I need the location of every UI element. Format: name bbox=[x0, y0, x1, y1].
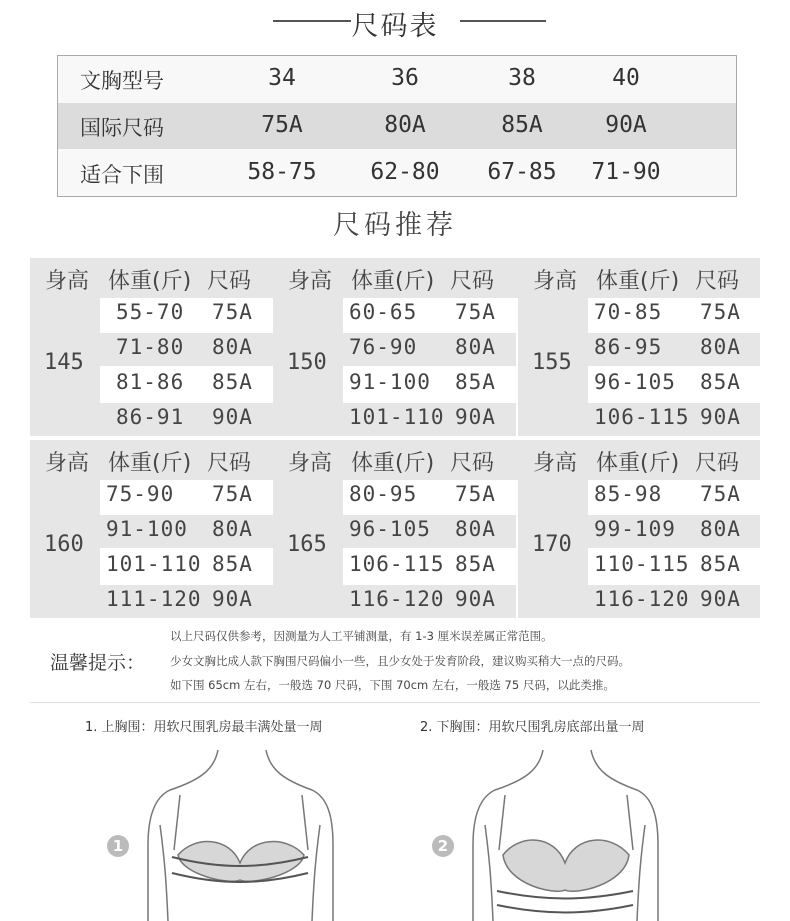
size-value: 80A bbox=[700, 335, 741, 359]
measure-step-lower: 2. 下胸围：用软尺围乳房底部出量一周 bbox=[420, 720, 645, 735]
table-row bbox=[588, 403, 760, 436]
size-value: 90A bbox=[212, 405, 253, 429]
table-row bbox=[343, 403, 516, 436]
tip-line: 以上尺码仅供参考，因测量为人工平铺测量，有 1-3 厘米误差属正常范围。 bbox=[170, 629, 553, 643]
weight-range: 101-110 bbox=[349, 405, 445, 429]
table-row bbox=[343, 585, 516, 618]
table-cell: 80A bbox=[384, 112, 426, 138]
table-cell: 40 bbox=[612, 65, 640, 91]
weight-range: 75-90 bbox=[106, 482, 175, 506]
table-cell: 85A bbox=[501, 112, 543, 138]
weight-range: 70-85 bbox=[594, 300, 663, 324]
step-badge-1: 1 bbox=[107, 835, 129, 857]
size-chart-row bbox=[58, 150, 736, 196]
weight-range: 81-86 bbox=[116, 370, 185, 394]
header-height: 身高 bbox=[45, 451, 90, 476]
header-size: 尺码 bbox=[695, 269, 740, 294]
step-badge-2: 2 bbox=[432, 835, 454, 857]
size-value: 90A bbox=[455, 405, 496, 429]
weight-range: 60-65 bbox=[349, 300, 418, 324]
table-row bbox=[343, 515, 516, 548]
height-value: 160 bbox=[44, 532, 84, 557]
weight-range: 86-91 bbox=[116, 405, 185, 429]
under-bust-illustration bbox=[465, 745, 665, 921]
table-cell: 58-75 bbox=[247, 159, 317, 185]
weight-range: 76-90 bbox=[349, 335, 418, 359]
header-weight: 体重(斤) bbox=[596, 451, 680, 476]
measure-step-upper: 1. 上胸围：用软尺围乳房最丰满处量一周 bbox=[85, 720, 323, 735]
height-value: 165 bbox=[287, 532, 327, 557]
header-weight: 体重(斤) bbox=[108, 269, 192, 294]
weight-range: 116-120 bbox=[349, 587, 445, 611]
size-value: 75A bbox=[212, 482, 253, 506]
table-row bbox=[100, 333, 273, 366]
height-cell bbox=[273, 480, 343, 618]
size-value: 80A bbox=[212, 335, 253, 359]
table-row bbox=[343, 333, 516, 366]
header-weight: 体重(斤) bbox=[596, 269, 680, 294]
table-row bbox=[588, 585, 760, 618]
size-value: 75A bbox=[212, 300, 253, 324]
table-row bbox=[100, 550, 273, 583]
header-weight: 体重(斤) bbox=[351, 451, 435, 476]
table-row bbox=[100, 403, 273, 436]
size-value: 85A bbox=[700, 370, 741, 394]
weight-range: 99-109 bbox=[594, 517, 676, 541]
height-cell bbox=[273, 298, 343, 436]
header-weight: 体重(斤) bbox=[108, 451, 192, 476]
table-row bbox=[588, 515, 760, 548]
table-row bbox=[588, 480, 760, 513]
table-cell: 71-90 bbox=[591, 159, 661, 185]
table-row bbox=[588, 368, 760, 401]
size-value: 80A bbox=[455, 335, 496, 359]
header-row bbox=[30, 258, 760, 298]
height-value: 170 bbox=[532, 532, 572, 557]
weight-range: 85-98 bbox=[594, 482, 663, 506]
size-value: 90A bbox=[212, 587, 253, 611]
table-row bbox=[588, 550, 760, 583]
size-value: 85A bbox=[212, 370, 253, 394]
size-value: 90A bbox=[700, 587, 741, 611]
title-line-right bbox=[460, 20, 546, 22]
size-value: 75A bbox=[700, 300, 741, 324]
size-value: 85A bbox=[455, 552, 496, 576]
size-value: 75A bbox=[455, 482, 496, 506]
size-value: 85A bbox=[212, 552, 253, 576]
height-cell bbox=[30, 480, 100, 618]
table-row bbox=[100, 480, 273, 513]
height-value: 145 bbox=[44, 350, 84, 375]
weight-range: 91-100 bbox=[349, 370, 431, 394]
weight-range: 116-120 bbox=[594, 587, 690, 611]
header-height: 身高 bbox=[288, 451, 333, 476]
tip-line: 如下围 65cm 左右，一般选 70 尺码，下围 70cm 左右，一般选 75 尺码，以此类推。 bbox=[170, 678, 615, 692]
size-value: 75A bbox=[455, 300, 496, 324]
header-size: 尺码 bbox=[695, 451, 740, 476]
page-title: 尺码表 bbox=[351, 11, 439, 42]
weight-range: 96-105 bbox=[594, 370, 676, 394]
height-value: 150 bbox=[287, 350, 327, 375]
header-size: 尺码 bbox=[207, 451, 252, 476]
header-size: 尺码 bbox=[207, 269, 252, 294]
weight-range: 96-105 bbox=[349, 517, 431, 541]
height-value: 155 bbox=[532, 350, 572, 375]
height-cell bbox=[30, 298, 100, 436]
header-size: 尺码 bbox=[450, 269, 495, 294]
table-row bbox=[588, 333, 760, 366]
header-height: 身高 bbox=[288, 269, 333, 294]
height-cell bbox=[518, 298, 588, 436]
table-row bbox=[343, 480, 516, 513]
header-weight: 体重(斤) bbox=[351, 269, 435, 294]
size-chart-row bbox=[58, 103, 736, 149]
tips-label: 温馨提示： bbox=[50, 652, 146, 674]
size-value: 85A bbox=[455, 370, 496, 394]
table-row bbox=[343, 550, 516, 583]
recommend-title: 尺码推荐 bbox=[333, 210, 457, 241]
table-cell: 75A bbox=[261, 112, 303, 138]
weight-range: 106-115 bbox=[349, 552, 445, 576]
table-row bbox=[100, 585, 273, 618]
table-row bbox=[100, 515, 273, 548]
weight-range: 55-70 bbox=[116, 300, 185, 324]
table-cell: 90A bbox=[605, 112, 647, 138]
weight-range: 91-100 bbox=[106, 517, 188, 541]
size-value: 90A bbox=[700, 405, 741, 429]
size-value: 80A bbox=[455, 517, 496, 541]
height-cell bbox=[518, 480, 588, 618]
size-value: 75A bbox=[700, 482, 741, 506]
header-size: 尺码 bbox=[450, 451, 495, 476]
row-label: 适合下围 bbox=[80, 163, 164, 187]
weight-range: 111-120 bbox=[106, 587, 202, 611]
header-height: 身高 bbox=[533, 451, 578, 476]
table-cell: 34 bbox=[268, 65, 296, 91]
size-value: 90A bbox=[455, 587, 496, 611]
size-value: 80A bbox=[212, 517, 253, 541]
size-chart-table bbox=[57, 55, 737, 197]
table-row bbox=[588, 298, 760, 331]
table-cell: 67-85 bbox=[487, 159, 557, 185]
size-chart-row bbox=[58, 56, 736, 102]
weight-range: 71-80 bbox=[116, 335, 185, 359]
row-label: 文胸型号 bbox=[80, 69, 164, 93]
size-value: 85A bbox=[700, 552, 741, 576]
table-cell: 38 bbox=[508, 65, 536, 91]
table-row bbox=[343, 298, 516, 331]
row-label: 国际尺码 bbox=[80, 116, 164, 140]
upper-bust-illustration bbox=[140, 745, 340, 921]
header-height: 身高 bbox=[533, 269, 578, 294]
weight-range: 110-115 bbox=[594, 552, 690, 576]
table-cell: 62-80 bbox=[370, 159, 440, 185]
weight-range: 106-115 bbox=[594, 405, 690, 429]
size-value: 80A bbox=[700, 517, 741, 541]
table-row bbox=[100, 368, 273, 401]
divider bbox=[30, 702, 760, 703]
weight-range: 86-95 bbox=[594, 335, 663, 359]
table-cell: 36 bbox=[391, 65, 419, 91]
table-row bbox=[343, 368, 516, 401]
header-height: 身高 bbox=[45, 269, 90, 294]
tip-line: 少女文胸比成人款下胸围尺码偏小一些，且少女处于发育阶段，建议购买稍大一点的尺码。 bbox=[170, 654, 630, 668]
table-row bbox=[100, 298, 273, 331]
header-row bbox=[30, 440, 760, 480]
weight-range: 80-95 bbox=[349, 482, 418, 506]
weight-range: 101-110 bbox=[106, 552, 202, 576]
